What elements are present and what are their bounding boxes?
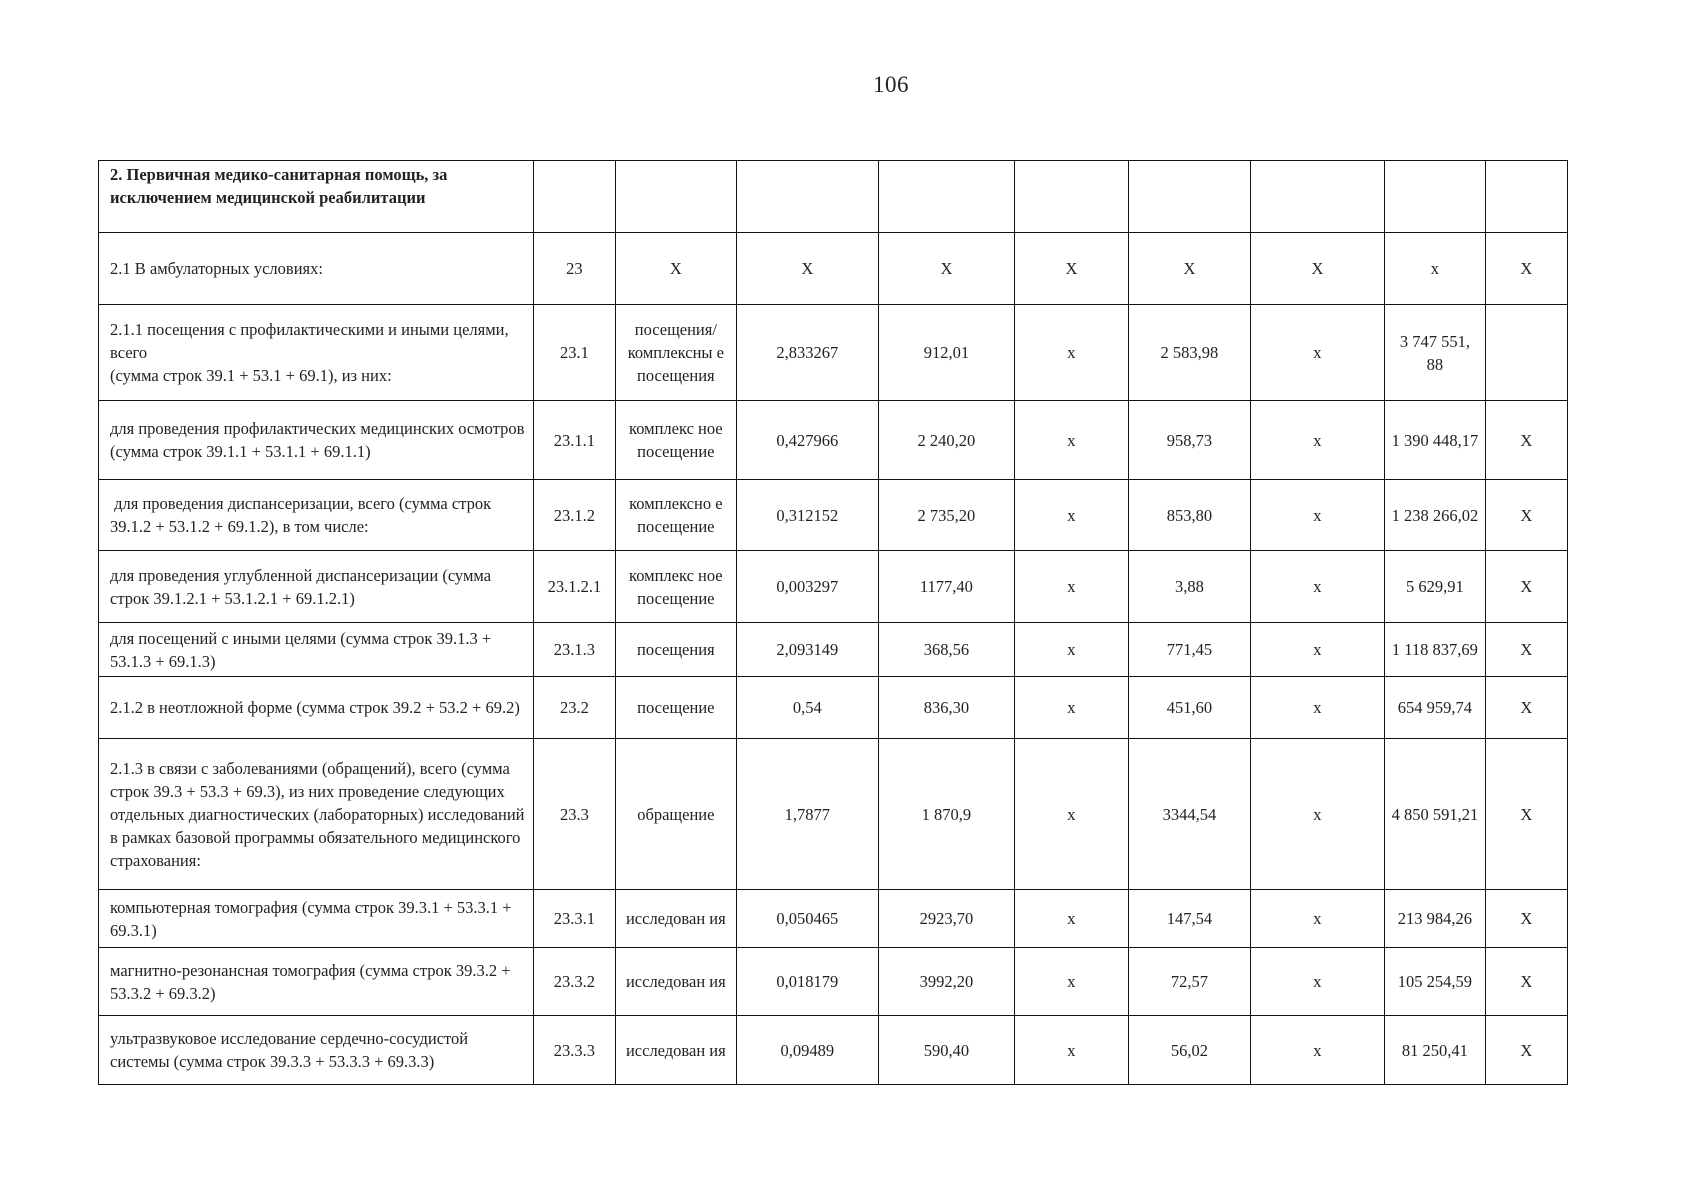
row-value-cell: x [1250, 401, 1385, 480]
row-name-cell: магнитно-резонансная томография (сумма строк 39.3.2 + 53.3.2 + 69.3.2) [99, 948, 534, 1016]
row-unit-cell: исследован ия [616, 1016, 736, 1085]
empty-cell [1485, 161, 1567, 233]
row-unit-cell: исследован ия [616, 948, 736, 1016]
row-line-number-cell: 23.3.3 [533, 1016, 615, 1085]
row-unit-cell: комплекс ное посещение [616, 401, 736, 480]
row-line-number-cell: 23.1.2.1 [533, 551, 615, 623]
row-name-cell: для проведения диспансеризации, всего (сумма строк 39.1.2 + 53.1.2 + 69.1.2), в том числе: [99, 480, 534, 551]
row-value-cell: 1 238 266,02 [1385, 480, 1485, 551]
row-value-cell: 836,30 [879, 677, 1015, 739]
row-line-number-cell: 23.1 [533, 305, 615, 401]
row-value-cell: 2,833267 [736, 305, 879, 401]
row-unit-cell: посещения [616, 623, 736, 677]
row-unit-cell: посещения/ комплексны е посещения [616, 305, 736, 401]
row-name-cell: для посещений с иными целями (сумма строк 39.1.3 + 53.1.3 + 69.1.3) [99, 623, 534, 677]
row-value-cell: X [1485, 890, 1567, 948]
row-value-cell: 3344,54 [1129, 739, 1250, 890]
row-value-cell: 147,54 [1129, 890, 1250, 948]
row-name-cell: для проведения углубленной диспансеризации (сумма строк 39.1.2.1 + 53.1.2.1 + 69.1.2.1) [99, 551, 534, 623]
row-name-cell: компьютерная томография (сумма строк 39.3.1 + 53.3.1 + 69.3.1) [99, 890, 534, 948]
row-unit-cell: комплекс ное посещение [616, 551, 736, 623]
row-value-cell: x [1014, 305, 1128, 401]
row-value-cell: 0,003297 [736, 551, 879, 623]
row-name-cell: 2.1 В амбулаторных условиях: [99, 233, 534, 305]
row-unit-cell: посещение [616, 677, 736, 739]
row-value-cell: 958,73 [1129, 401, 1250, 480]
page-number: 106 [873, 72, 909, 97]
row-value-cell: 451,60 [1129, 677, 1250, 739]
row-value-cell: 590,40 [879, 1016, 1015, 1085]
row-line-number-cell: 23.3.2 [533, 948, 615, 1016]
row-value-cell: 2 240,20 [879, 401, 1015, 480]
row-value-cell: 5 629,91 [1385, 551, 1485, 623]
row-value-cell: x [1014, 401, 1128, 480]
table-row [99, 305, 1568, 401]
row-value-cell: 0,427966 [736, 401, 879, 480]
table-row [99, 677, 1568, 739]
row-value-cell: 105 254,59 [1385, 948, 1485, 1016]
row-value-cell: x [1250, 948, 1385, 1016]
row-value-cell: 912,01 [879, 305, 1015, 401]
row-value-cell: x [1250, 623, 1385, 677]
empty-cell [736, 161, 879, 233]
table-row [99, 623, 1568, 677]
row-value-cell: x [1014, 551, 1128, 623]
row-unit-cell: комплексно е посещение [616, 480, 736, 551]
row-value-cell: x [1014, 948, 1128, 1016]
table-row [99, 480, 1568, 551]
row-value-cell: x [1250, 739, 1385, 890]
table-section-header-row [99, 161, 1568, 233]
row-line-number-cell: 23.1.2 [533, 480, 615, 551]
row-value-cell [1485, 305, 1567, 401]
row-value-cell: x [1014, 677, 1128, 739]
section-header-cell: 2. Первичная медико-санитарная помощь, за исключением медицинской реабилитации [99, 161, 534, 233]
row-value-cell: X [1250, 233, 1385, 305]
row-value-cell: 0,54 [736, 677, 879, 739]
row-name-cell: 2.1.3 в связи с заболеваниями (обращений), всего (сумма строк 39.3 + 53.3 + 69.3), из них проведение следующих отдельных диагностических (лабораторных) исследований в рамках базовой программы обязательного медицинского страхования: [99, 739, 534, 890]
row-value-cell: X [1485, 1016, 1567, 1085]
row-value-cell: 853,80 [1129, 480, 1250, 551]
row-value-cell: 1 118 837,69 [1385, 623, 1485, 677]
row-value-cell: 0,018179 [736, 948, 879, 1016]
row-value-cell: x [1250, 890, 1385, 948]
row-value-cell: 3 747 551, 88 [1385, 305, 1485, 401]
row-value-cell: 1,7877 [736, 739, 879, 890]
empty-cell [1385, 161, 1485, 233]
row-value-cell: 2 735,20 [879, 480, 1015, 551]
row-value-cell: 2 583,98 [1129, 305, 1250, 401]
row-value-cell: 1177,40 [879, 551, 1015, 623]
row-value-cell: 0,050465 [736, 890, 879, 948]
empty-cell [1129, 161, 1250, 233]
table-row [99, 948, 1568, 1016]
table-row [99, 551, 1568, 623]
row-value-cell: x [1250, 551, 1385, 623]
row-value-cell: 213 984,26 [1385, 890, 1485, 948]
row-value-cell: 56,02 [1129, 1016, 1250, 1085]
empty-cell [879, 161, 1015, 233]
row-value-cell: 0,09489 [736, 1016, 879, 1085]
row-value-cell: x [1250, 677, 1385, 739]
row-line-number-cell: 23.3 [533, 739, 615, 890]
row-unit-cell: X [616, 233, 736, 305]
row-value-cell: x [1385, 233, 1485, 305]
row-value-cell: 81 250,41 [1385, 1016, 1485, 1085]
row-name-cell: 2.1.2 в неотложной форме (сумма строк 39.2 + 53.2 + 69.2) [99, 677, 534, 739]
row-value-cell: X [1485, 401, 1567, 480]
table-row [99, 890, 1568, 948]
row-value-cell: x [1014, 623, 1128, 677]
row-name-cell: 2.1.1 посещения с профилактическими и иными целями, всего (сумма строк 39.1 + 53.1 + 69.1), из них: [99, 305, 534, 401]
row-value-cell: x [1250, 1016, 1385, 1085]
table-row [99, 401, 1568, 480]
row-value-cell: x [1250, 305, 1385, 401]
row-value-cell: X [1485, 233, 1567, 305]
row-value-cell: X [1485, 551, 1567, 623]
table-row [99, 233, 1568, 305]
row-line-number-cell: 23.2 [533, 677, 615, 739]
row-value-cell: 3992,20 [879, 948, 1015, 1016]
row-value-cell: 72,57 [1129, 948, 1250, 1016]
row-unit-cell: исследован ия [616, 890, 736, 948]
row-value-cell: x [1014, 480, 1128, 551]
empty-cell [533, 161, 615, 233]
row-value-cell: x [1014, 739, 1128, 890]
row-value-cell: X [1485, 677, 1567, 739]
row-value-cell: 368,56 [879, 623, 1015, 677]
row-name-cell: для проведения профилактических медицинских осмотров (сумма строк 39.1.1 + 53.1.1 + 69.1.1) [99, 401, 534, 480]
row-value-cell: 4 850 591,21 [1385, 739, 1485, 890]
row-value-cell: X [1485, 739, 1567, 890]
row-value-cell: 771,45 [1129, 623, 1250, 677]
empty-cell [1250, 161, 1385, 233]
row-value-cell: X [879, 233, 1015, 305]
row-value-cell: 1 870,9 [879, 739, 1015, 890]
row-value-cell: X [1485, 623, 1567, 677]
row-line-number-cell: 23.1.1 [533, 401, 615, 480]
row-value-cell: X [1014, 233, 1128, 305]
empty-cell [616, 161, 736, 233]
row-value-cell: 3,88 [1129, 551, 1250, 623]
row-unit-cell: обращение [616, 739, 736, 890]
row-value-cell: X [1485, 948, 1567, 1016]
row-value-cell: X [1485, 480, 1567, 551]
row-name-cell: ультразвуковое исследование сердечно-сосудистой системы (сумма строк 39.3.3 + 53.3.3 + 69.3.3) [99, 1016, 534, 1085]
row-value-cell: x [1014, 890, 1128, 948]
table-row [99, 1016, 1568, 1085]
table-row [99, 739, 1568, 890]
row-line-number-cell: 23.3.1 [533, 890, 615, 948]
row-line-number-cell: 23 [533, 233, 615, 305]
row-value-cell: 654 959,74 [1385, 677, 1485, 739]
empty-cell [1014, 161, 1128, 233]
row-value-cell: 2,093149 [736, 623, 879, 677]
data-table [98, 160, 1568, 1085]
row-value-cell: 1 390 448,17 [1385, 401, 1485, 480]
row-value-cell: X [736, 233, 879, 305]
row-value-cell: 2923,70 [879, 890, 1015, 948]
row-value-cell: X [1129, 233, 1250, 305]
row-value-cell: 0,312152 [736, 480, 879, 551]
row-line-number-cell: 23.1.3 [533, 623, 615, 677]
row-value-cell: x [1014, 1016, 1128, 1085]
row-value-cell: x [1250, 480, 1385, 551]
